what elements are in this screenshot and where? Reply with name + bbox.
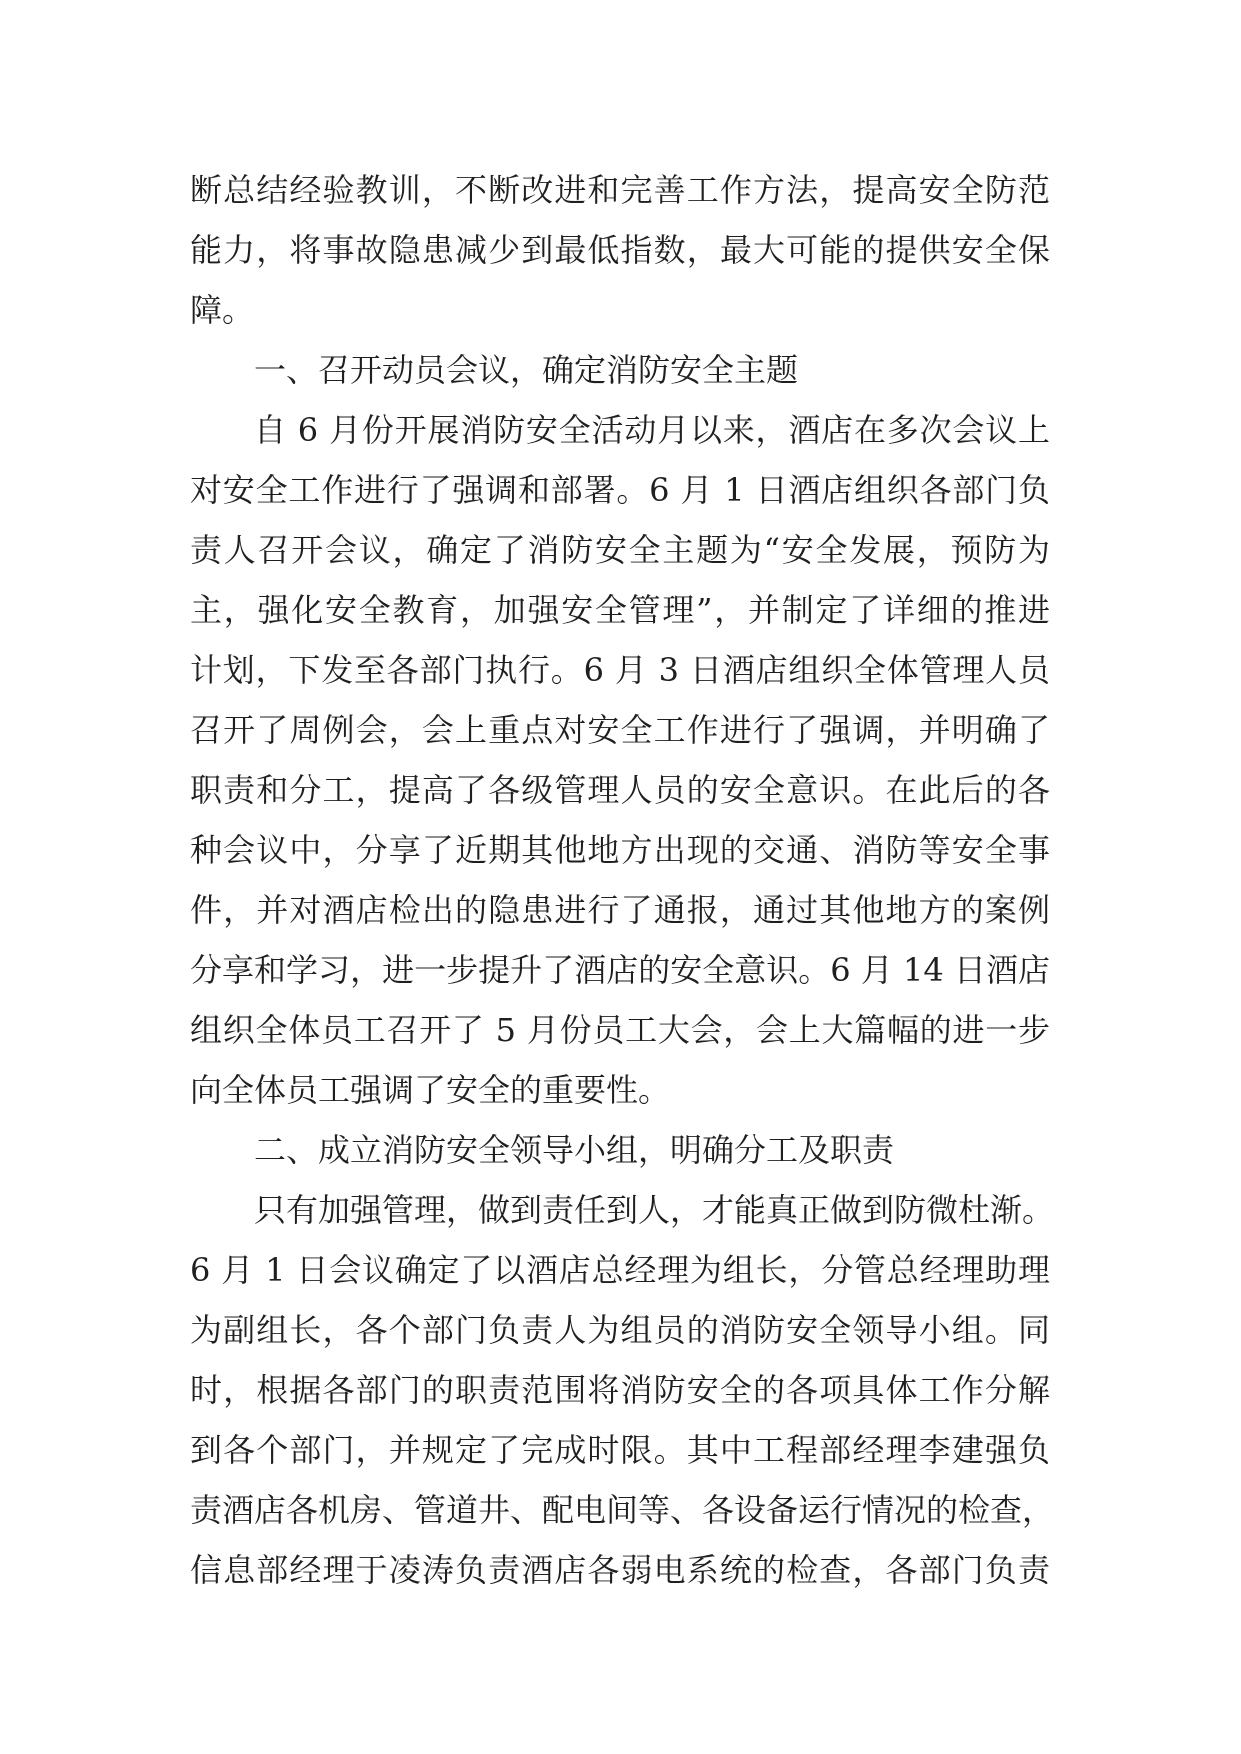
text-line: 件，并对酒店检出的隐患进行了通报，通过其他地方的案例 <box>190 891 1050 929</box>
text-line: 种会议中，分享了近期其他地方出现的交通、消防等安全事 <box>190 831 1050 869</box>
text-line: 计划，下发至各部门执行。6 月 3 日酒店组织全体管理人员 <box>190 651 1050 689</box>
text-line: 责人召开会议，确定了消防安全主题为“安全发展，预防为 <box>190 531 1050 569</box>
section-heading-2: 二、成立消防安全领导小组，明确分工及职责 <box>254 1131 895 1169</box>
text-line: 断总结经验教训，不断改进和完善工作方法，提高安全防范 <box>190 171 1050 209</box>
document-body <box>190 160 1055 1600</box>
text-line: 对安全工作进行了强调和部署。6 月 1 日酒店组织各部门负 <box>190 471 1050 509</box>
text-line: 责酒店各机房、管道井、配电间等、各设备运行情况的检查， <box>190 1491 1055 1529</box>
text-line: 能力，将事故隐患减少到最低指数，最大可能的提供安全保 <box>190 231 1050 269</box>
text-line: 主，强化安全教育，加强安全管理”，并制定了详细的推进 <box>190 591 1050 629</box>
text-line: 到各个部门，并规定了完成时限。其中工程部经理李建强负 <box>190 1431 1050 1469</box>
text-line: 为副组长，各个部门负责人为组员的消防安全领导小组。同 <box>190 1311 1050 1349</box>
text-line: 只有加强管理，做到责任到人，才能真正做到防微杜渐。 <box>254 1191 1055 1229</box>
text-line: 信息部经理于凌涛负责酒店各弱电系统的检查，各部门负责 <box>190 1551 1050 1589</box>
text-line: 障。 <box>190 291 255 329</box>
text-line: 组织全体员工召开了 5 月份员工大会，会上大篇幅的进一步 <box>190 1011 1050 1049</box>
text-line: 分享和学习，进一步提升了酒店的安全意识。6 月 14 日酒店 <box>190 951 1050 989</box>
section-heading-1: 一、召开动员会议，确定消防安全主题 <box>254 351 799 389</box>
text-line: 6 月 1 日会议确定了以酒店总经理为组长，分管总经理助理 <box>190 1251 1050 1289</box>
text-line: 自 6 月份开展消防安全活动月以来，酒店在多次会议上 <box>254 411 1050 449</box>
text-line: 时，根据各部门的职责范围将消防安全的各项具体工作分解 <box>190 1371 1050 1409</box>
text-line: 向全体员工强调了安全的重要性。 <box>190 1071 671 1109</box>
text-line: 职责和分工，提高了各级管理人员的安全意识。在此后的各 <box>190 771 1050 809</box>
text-line: 召开了周例会，会上重点对安全工作进行了强调，并明确了 <box>190 711 1050 749</box>
